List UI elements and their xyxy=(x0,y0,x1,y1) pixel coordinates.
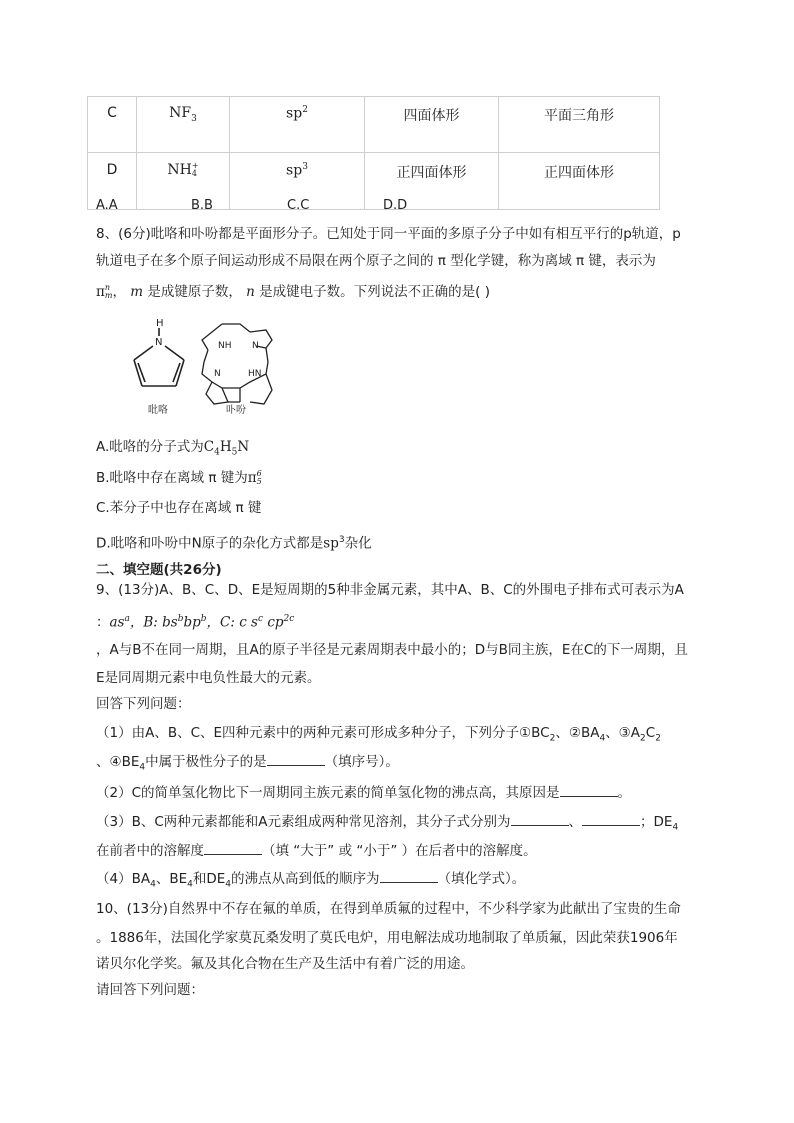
q10-line2: 。1886年，法国化学家莫瓦桑发明了莫氏电炉，用电解法成功地制取了单质氟，因此荣获1906年 xyxy=(96,930,678,946)
q9-line1: 9、(13分)A、B、C、D、E是短周期的5种非金属元素，其中A、B、C的外围电子排布式可表示为A xyxy=(96,582,684,598)
q10-line4: 请回答下列问题： xyxy=(96,982,204,998)
q8-option-b[interactable]: B.吡咯中存在离域 π 键为π 6 5 xyxy=(96,469,262,486)
porphine-hn-label: HN xyxy=(248,369,262,379)
q8-stem-line1: 8、(6分)吡咯和卟吩都是平面形分子。已知处于同一平面的多原子分子中如有相互平行的p轨道，p xyxy=(96,226,681,242)
hybridization-cell: $sp^2$ xyxy=(230,97,365,153)
table-row xyxy=(88,97,660,153)
formula-cell: $NF_3$ xyxy=(137,97,230,153)
q7-options xyxy=(96,198,407,213)
q8-stem-line2: 轨道电子在多个原子间运动形成不局限在两个原子之间的 π 型化学键，称为离域 π 键，表示为 xyxy=(96,253,656,269)
pyrrole-porphine-figure xyxy=(118,316,298,418)
porphine-label: 卟吩 xyxy=(226,405,246,416)
q9-part4: $(4)BA_4$、$BE_4$和$DE_4$的沸点从高到低的顺序为 （填化学式）。 xyxy=(96,871,526,890)
q9-part1-line1: （1）由A、B、C、E四种元素中的两种元素可形成多种分子，下列分子$①BC_2$、$②BA_4$、$③A_2C_2$ xyxy=(96,725,661,744)
pyrrole-label: 吡咯 xyxy=(148,405,168,416)
section-heading: 二、填空题(共26分) xyxy=(96,562,222,578)
svg-text:N: N xyxy=(155,337,163,348)
option-d[interactable]: D.D xyxy=(383,198,408,213)
q8-option-c[interactable]: C.苯分子中也存在离域 π 键 xyxy=(96,500,262,516)
vsepr-cell: 正四面体形 xyxy=(365,153,499,210)
answer-blank[interactable] xyxy=(582,813,640,826)
option-cell: C xyxy=(88,97,137,153)
porphine-structure xyxy=(202,324,272,404)
pyrrole-structure xyxy=(134,318,184,386)
answer-blank[interactable] xyxy=(204,842,262,855)
svg-text:H: H xyxy=(156,318,164,329)
hybridization-cell: $sp^3$ xyxy=(230,153,365,210)
q10-line3: 诺贝尔化学奖。氟及其化合物在生产及生活中有着广泛的用途。 xyxy=(96,956,474,972)
formula-cell: NH + 4 xyxy=(137,153,230,210)
q9-line4: E是同周期元素中电负性最大的元素。 xyxy=(96,670,321,686)
q8-stem-line3: π n m ， m 是成键原子数， n 是成键电子数。下列说法不正确的是( ) xyxy=(96,283,490,300)
answer-blank[interactable] xyxy=(267,753,325,766)
option-b[interactable]: B.B xyxy=(191,198,213,213)
porphine-n-label: N xyxy=(252,341,259,351)
q9-line3: ，A与B不在同一周期，且A的原子半径是元素周期表中最小的；D与B同主族，E在C的下一周期，且 xyxy=(96,642,688,658)
answer-blank[interactable] xyxy=(380,870,438,883)
q9-line2: ：$as^a$，B: $bs^bbp^b$，C: c $s^c$ $cp^{2c}$ xyxy=(96,614,295,631)
option-c[interactable]: C.C xyxy=(287,198,310,213)
vsepr-cell: 四面体形 xyxy=(365,97,499,153)
q9-part2: （2）C的简单氢化物比下一周期同主族元素的简单氢化物的沸点高，其原因是 。 xyxy=(96,785,632,801)
q9-part1-line2: 、$④BE_4$中属于极性分子的是 （填序号）。 xyxy=(96,754,399,773)
q8-option-a[interactable]: A.吡咯的分子式为$C_4H_5N$ xyxy=(96,439,250,458)
option-a[interactable]: A.A xyxy=(96,198,118,213)
q10-line1: 10、(13分)自然界中不存在氟的单质，在得到单质氟的过程中，不少科学家为此献出了宝贵的生命 xyxy=(96,901,681,917)
porphine-n-label: N xyxy=(214,369,221,379)
answer-table xyxy=(87,96,660,210)
q8-option-d[interactable]: D.吡咯和卟吩中N原子的杂化方式都是$sp^3$杂化 xyxy=(96,535,372,552)
q9-part3-line2: 在前者中的溶解度 （填 “大于” 或 “小于” ）在后者中的溶解度。 xyxy=(96,843,537,859)
option-cell: D xyxy=(88,153,137,210)
q9-line5: 回答下列问题： xyxy=(96,696,191,712)
porphine-nh-label: NH xyxy=(218,341,232,351)
shape-cell: 正四面体形 xyxy=(499,153,660,210)
q9-part3-line1: （3）B、C两种元素都能和A元素组成两种常见溶剂，其分子式分别为 、 ；$DE_4$ xyxy=(96,814,679,833)
shape-cell: 平面三角形 xyxy=(499,97,660,153)
answer-blank[interactable] xyxy=(511,813,569,826)
answer-blank[interactable] xyxy=(560,784,618,797)
